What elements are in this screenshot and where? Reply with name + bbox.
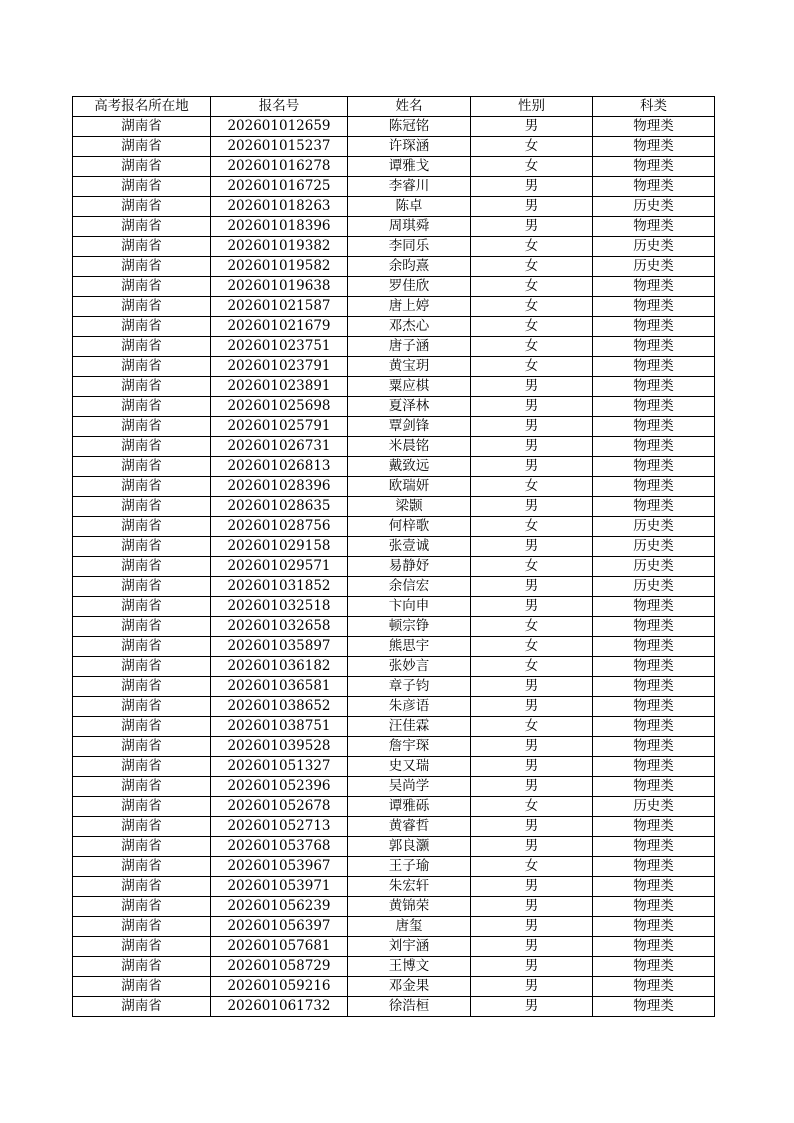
cell-subject-category: 物理类 — [593, 857, 715, 877]
table-row — [73, 877, 715, 897]
cell-gender: 女 — [471, 657, 593, 677]
cell-subject-category: 历史类 — [593, 797, 715, 817]
cell-registration-number: 202601052396 — [211, 777, 348, 797]
cell-registration-number: 202601052713 — [211, 817, 348, 837]
table-row — [73, 677, 715, 697]
cell-name: 邓金果 — [348, 977, 471, 997]
cell-location: 湖南省 — [73, 597, 211, 617]
cell-location: 湖南省 — [73, 237, 211, 257]
cell-subject-category: 物理类 — [593, 617, 715, 637]
cell-location: 湖南省 — [73, 737, 211, 757]
table-row — [73, 357, 715, 377]
cell-location: 湖南省 — [73, 277, 211, 297]
cell-name: 熊思宇 — [348, 637, 471, 657]
cell-subject-category: 物理类 — [593, 877, 715, 897]
cell-registration-number: 202601053768 — [211, 837, 348, 857]
header-registration-number: 报名号 — [211, 97, 348, 117]
table-row — [73, 857, 715, 877]
table-row — [73, 957, 715, 977]
cell-gender: 男 — [471, 417, 593, 437]
table-row — [73, 737, 715, 757]
table-row — [73, 117, 715, 137]
cell-name: 朱彦语 — [348, 697, 471, 717]
cell-registration-number: 202601032518 — [211, 597, 348, 617]
cell-gender: 男 — [471, 817, 593, 837]
cell-location: 湖南省 — [73, 657, 211, 677]
table-row — [73, 337, 715, 357]
table-row — [73, 437, 715, 457]
cell-gender: 男 — [471, 877, 593, 897]
cell-location: 湖南省 — [73, 337, 211, 357]
cell-subject-category: 物理类 — [593, 677, 715, 697]
cell-name: 张壹诚 — [348, 537, 471, 557]
cell-registration-number: 202601025698 — [211, 397, 348, 417]
cell-location: 湖南省 — [73, 877, 211, 897]
cell-gender: 女 — [471, 797, 593, 817]
cell-name: 黄宝玥 — [348, 357, 471, 377]
cell-subject-category: 物理类 — [593, 957, 715, 977]
cell-location: 湖南省 — [73, 617, 211, 637]
cell-registration-number: 202601026813 — [211, 457, 348, 477]
cell-gender: 男 — [471, 837, 593, 857]
table-row — [73, 797, 715, 817]
table-header — [73, 97, 715, 117]
cell-gender: 男 — [471, 177, 593, 197]
table-row — [73, 757, 715, 777]
cell-subject-category: 历史类 — [593, 577, 715, 597]
cell-subject-category: 物理类 — [593, 817, 715, 837]
table-row — [73, 917, 715, 937]
cell-location: 湖南省 — [73, 437, 211, 457]
cell-subject-category: 物理类 — [593, 117, 715, 137]
cell-name: 黄锦荣 — [348, 897, 471, 917]
cell-subject-category: 物理类 — [593, 297, 715, 317]
cell-name: 梁颢 — [348, 497, 471, 517]
table-row — [73, 297, 715, 317]
cell-subject-category: 历史类 — [593, 557, 715, 577]
cell-subject-category: 物理类 — [593, 397, 715, 417]
cell-name: 詹宇琛 — [348, 737, 471, 757]
cell-registration-number: 202601036182 — [211, 657, 348, 677]
cell-name: 米晨铭 — [348, 437, 471, 457]
cell-location: 湖南省 — [73, 837, 211, 857]
cell-location: 湖南省 — [73, 157, 211, 177]
table-row — [73, 457, 715, 477]
table-row — [73, 617, 715, 637]
cell-name: 李睿川 — [348, 177, 471, 197]
cell-subject-category: 物理类 — [593, 477, 715, 497]
cell-gender: 男 — [471, 117, 593, 137]
cell-location: 湖南省 — [73, 937, 211, 957]
cell-subject-category: 物理类 — [593, 157, 715, 177]
cell-registration-number: 202601053971 — [211, 877, 348, 897]
cell-gender: 男 — [471, 497, 593, 517]
table-row — [73, 837, 715, 857]
cell-gender: 女 — [471, 277, 593, 297]
cell-name: 李同乐 — [348, 237, 471, 257]
cell-location: 湖南省 — [73, 137, 211, 157]
cell-subject-category: 历史类 — [593, 197, 715, 217]
cell-subject-category: 物理类 — [593, 657, 715, 677]
header-row — [73, 97, 715, 117]
cell-subject-category: 物理类 — [593, 697, 715, 717]
table-row — [73, 537, 715, 557]
cell-name: 邓杰心 — [348, 317, 471, 337]
cell-subject-category: 历史类 — [593, 517, 715, 537]
cell-gender: 男 — [471, 977, 593, 997]
cell-name: 何梓歌 — [348, 517, 471, 537]
cell-registration-number: 202601019582 — [211, 257, 348, 277]
table-row — [73, 477, 715, 497]
cell-gender: 女 — [471, 717, 593, 737]
cell-gender: 男 — [471, 937, 593, 957]
cell-subject-category: 物理类 — [593, 977, 715, 997]
admission-list-sheet — [72, 96, 714, 1017]
cell-registration-number: 202601039528 — [211, 737, 348, 757]
cell-registration-number: 202601035897 — [211, 637, 348, 657]
cell-registration-number: 202601031852 — [211, 577, 348, 597]
table-row — [73, 217, 715, 237]
cell-name: 粟应棋 — [348, 377, 471, 397]
cell-location: 湖南省 — [73, 397, 211, 417]
cell-registration-number: 202601029158 — [211, 537, 348, 557]
table-body — [73, 117, 715, 1017]
cell-subject-category: 物理类 — [593, 137, 715, 157]
table-row — [73, 497, 715, 517]
cell-location: 湖南省 — [73, 577, 211, 597]
cell-name: 谭雅戈 — [348, 157, 471, 177]
cell-registration-number: 202601036581 — [211, 677, 348, 697]
cell-name: 欧瑞妍 — [348, 477, 471, 497]
table-row — [73, 417, 715, 437]
cell-name: 黄睿哲 — [348, 817, 471, 837]
cell-gender: 男 — [471, 897, 593, 917]
table-row — [73, 697, 715, 717]
cell-gender: 男 — [471, 997, 593, 1017]
header-subject-category: 科类 — [593, 97, 715, 117]
cell-registration-number: 202601025791 — [211, 417, 348, 437]
table-row — [73, 137, 715, 157]
cell-gender: 女 — [471, 157, 593, 177]
cell-name: 史又瑞 — [348, 757, 471, 777]
cell-location: 湖南省 — [73, 637, 211, 657]
cell-gender: 女 — [471, 297, 593, 317]
table-row — [73, 257, 715, 277]
cell-name: 张妙言 — [348, 657, 471, 677]
cell-registration-number: 202601028396 — [211, 477, 348, 497]
cell-subject-category: 物理类 — [593, 437, 715, 457]
cell-gender: 女 — [471, 237, 593, 257]
cell-location: 湖南省 — [73, 297, 211, 317]
header-location: 高考报名所在地 — [73, 97, 211, 117]
cell-registration-number: 202601016278 — [211, 157, 348, 177]
cell-location: 湖南省 — [73, 537, 211, 557]
cell-registration-number: 202601051327 — [211, 757, 348, 777]
cell-gender: 女 — [471, 257, 593, 277]
cell-registration-number: 202601026731 — [211, 437, 348, 457]
table-row — [73, 577, 715, 597]
cell-registration-number: 202601023791 — [211, 357, 348, 377]
table-row — [73, 397, 715, 417]
cell-name: 易静妤 — [348, 557, 471, 577]
cell-location: 湖南省 — [73, 697, 211, 717]
cell-subject-category: 物理类 — [593, 337, 715, 357]
cell-name: 王博文 — [348, 957, 471, 977]
cell-registration-number: 202601038652 — [211, 697, 348, 717]
cell-registration-number: 202601028756 — [211, 517, 348, 537]
cell-registration-number: 202601012659 — [211, 117, 348, 137]
cell-gender: 女 — [471, 637, 593, 657]
cell-registration-number: 202601056397 — [211, 917, 348, 937]
cell-location: 湖南省 — [73, 757, 211, 777]
cell-subject-category: 物理类 — [593, 937, 715, 957]
cell-location: 湖南省 — [73, 997, 211, 1017]
cell-location: 湖南省 — [73, 717, 211, 737]
cell-registration-number: 202601021587 — [211, 297, 348, 317]
cell-location: 湖南省 — [73, 477, 211, 497]
cell-name: 唐子涵 — [348, 337, 471, 357]
cell-location: 湖南省 — [73, 317, 211, 337]
table-row — [73, 657, 715, 677]
cell-gender: 女 — [471, 357, 593, 377]
cell-name: 周琪舜 — [348, 217, 471, 237]
cell-registration-number: 202601059216 — [211, 977, 348, 997]
cell-subject-category: 物理类 — [593, 917, 715, 937]
cell-location: 湖南省 — [73, 677, 211, 697]
cell-subject-category: 历史类 — [593, 257, 715, 277]
cell-gender: 男 — [471, 697, 593, 717]
cell-name: 郭良灏 — [348, 837, 471, 857]
cell-registration-number: 202601021679 — [211, 317, 348, 337]
cell-registration-number: 202601019382 — [211, 237, 348, 257]
cell-gender: 女 — [471, 137, 593, 157]
cell-subject-category: 物理类 — [593, 757, 715, 777]
cell-gender: 男 — [471, 377, 593, 397]
cell-location: 湖南省 — [73, 457, 211, 477]
cell-gender: 女 — [471, 317, 593, 337]
cell-subject-category: 物理类 — [593, 717, 715, 737]
cell-gender: 男 — [471, 457, 593, 477]
table-row — [73, 977, 715, 997]
cell-subject-category: 物理类 — [593, 177, 715, 197]
cell-subject-category: 物理类 — [593, 277, 715, 297]
cell-gender: 男 — [471, 597, 593, 617]
cell-gender: 男 — [471, 197, 593, 217]
cell-subject-category: 物理类 — [593, 997, 715, 1017]
cell-gender: 男 — [471, 737, 593, 757]
cell-name: 余昀熹 — [348, 257, 471, 277]
header-name: 姓名 — [348, 97, 471, 117]
cell-location: 湖南省 — [73, 497, 211, 517]
cell-name: 吴尚学 — [348, 777, 471, 797]
cell-name: 章子钧 — [348, 677, 471, 697]
cell-registration-number: 202601056239 — [211, 897, 348, 917]
cell-name: 陈冠铭 — [348, 117, 471, 137]
cell-gender: 男 — [471, 757, 593, 777]
cell-name: 覃剑锋 — [348, 417, 471, 437]
admission-table — [72, 96, 715, 1017]
table-row — [73, 817, 715, 837]
cell-name: 谭雅砾 — [348, 797, 471, 817]
cell-registration-number: 202601058729 — [211, 957, 348, 977]
cell-location: 湖南省 — [73, 977, 211, 997]
cell-registration-number: 202601016725 — [211, 177, 348, 197]
cell-gender: 男 — [471, 777, 593, 797]
table-row — [73, 197, 715, 217]
cell-registration-number: 202601018396 — [211, 217, 348, 237]
cell-subject-category: 物理类 — [593, 497, 715, 517]
table-row — [73, 597, 715, 617]
cell-location: 湖南省 — [73, 217, 211, 237]
cell-subject-category: 物理类 — [593, 217, 715, 237]
table-row — [73, 997, 715, 1017]
table-row — [73, 557, 715, 577]
cell-name: 朱宏轩 — [348, 877, 471, 897]
cell-gender: 男 — [471, 217, 593, 237]
cell-location: 湖南省 — [73, 917, 211, 937]
cell-location: 湖南省 — [73, 517, 211, 537]
cell-name: 顿宗铮 — [348, 617, 471, 637]
cell-gender: 女 — [471, 477, 593, 497]
cell-gender: 男 — [471, 437, 593, 457]
cell-gender: 女 — [471, 557, 593, 577]
table-row — [73, 317, 715, 337]
cell-gender: 女 — [471, 617, 593, 637]
cell-subject-category: 物理类 — [593, 597, 715, 617]
cell-gender: 女 — [471, 517, 593, 537]
cell-gender: 男 — [471, 957, 593, 977]
table-row — [73, 897, 715, 917]
cell-location: 湖南省 — [73, 357, 211, 377]
cell-subject-category: 物理类 — [593, 897, 715, 917]
table-row — [73, 277, 715, 297]
cell-location: 湖南省 — [73, 197, 211, 217]
cell-name: 许琛涵 — [348, 137, 471, 157]
cell-name: 徐浩桓 — [348, 997, 471, 1017]
cell-location: 湖南省 — [73, 817, 211, 837]
cell-registration-number: 202601023891 — [211, 377, 348, 397]
cell-registration-number: 202601032658 — [211, 617, 348, 637]
cell-name: 刘宇涵 — [348, 937, 471, 957]
cell-gender: 男 — [471, 917, 593, 937]
cell-gender: 男 — [471, 577, 593, 597]
table-row — [73, 157, 715, 177]
cell-location: 湖南省 — [73, 177, 211, 197]
cell-location: 湖南省 — [73, 777, 211, 797]
table-row — [73, 177, 715, 197]
cell-subject-category: 历史类 — [593, 237, 715, 257]
cell-subject-category: 物理类 — [593, 457, 715, 477]
table-row — [73, 717, 715, 737]
cell-name: 卞向申 — [348, 597, 471, 617]
cell-gender: 男 — [471, 677, 593, 697]
cell-subject-category: 物理类 — [593, 837, 715, 857]
cell-registration-number: 202601052678 — [211, 797, 348, 817]
cell-name: 汪佳霖 — [348, 717, 471, 737]
cell-location: 湖南省 — [73, 897, 211, 917]
cell-location: 湖南省 — [73, 797, 211, 817]
cell-registration-number: 202601019638 — [211, 277, 348, 297]
table-row — [73, 517, 715, 537]
cell-name: 唐上婷 — [348, 297, 471, 317]
cell-location: 湖南省 — [73, 957, 211, 977]
cell-subject-category: 物理类 — [593, 737, 715, 757]
cell-subject-category: 物理类 — [593, 317, 715, 337]
cell-gender: 女 — [471, 337, 593, 357]
cell-name: 王子瑜 — [348, 857, 471, 877]
table-row — [73, 637, 715, 657]
cell-registration-number: 202601038751 — [211, 717, 348, 737]
cell-gender: 男 — [471, 397, 593, 417]
cell-gender: 女 — [471, 857, 593, 877]
cell-registration-number: 202601015237 — [211, 137, 348, 157]
cell-registration-number: 202601053967 — [211, 857, 348, 877]
cell-registration-number: 202601029571 — [211, 557, 348, 577]
cell-location: 湖南省 — [73, 377, 211, 397]
cell-name: 余信宏 — [348, 577, 471, 597]
cell-registration-number: 202601023751 — [211, 337, 348, 357]
cell-gender: 男 — [471, 537, 593, 557]
cell-name: 夏泽林 — [348, 397, 471, 417]
cell-subject-category: 物理类 — [593, 357, 715, 377]
cell-registration-number: 202601061732 — [211, 997, 348, 1017]
header-gender: 性别 — [471, 97, 593, 117]
cell-registration-number: 202601057681 — [211, 937, 348, 957]
table-row — [73, 937, 715, 957]
cell-name: 戴致远 — [348, 457, 471, 477]
cell-subject-category: 历史类 — [593, 537, 715, 557]
cell-name: 陈卓 — [348, 197, 471, 217]
cell-name: 唐玺 — [348, 917, 471, 937]
table-row — [73, 377, 715, 397]
cell-location: 湖南省 — [73, 857, 211, 877]
cell-location: 湖南省 — [73, 557, 211, 577]
cell-subject-category: 物理类 — [593, 377, 715, 397]
cell-registration-number: 202601018263 — [211, 197, 348, 217]
cell-subject-category: 物理类 — [593, 777, 715, 797]
cell-location: 湖南省 — [73, 117, 211, 137]
table-row — [73, 237, 715, 257]
cell-registration-number: 202601028635 — [211, 497, 348, 517]
cell-subject-category: 物理类 — [593, 637, 715, 657]
cell-subject-category: 物理类 — [593, 417, 715, 437]
table-row — [73, 777, 715, 797]
cell-location: 湖南省 — [73, 417, 211, 437]
cell-name: 罗佳欣 — [348, 277, 471, 297]
cell-location: 湖南省 — [73, 257, 211, 277]
